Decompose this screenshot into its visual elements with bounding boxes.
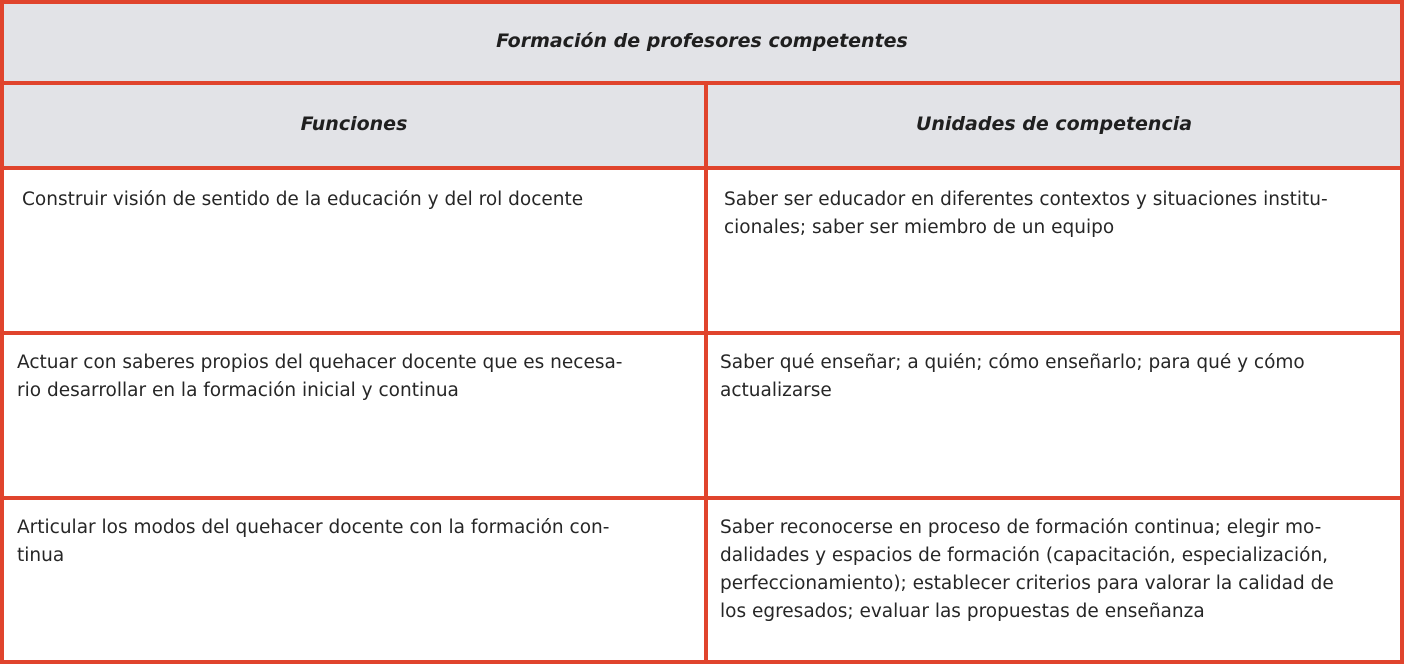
table-row [4, 335, 1400, 500]
function-cell [4, 170, 704, 331]
competency-text-line: perfeccionamiento); establecer criterios para valorar la calidad de [720, 573, 1334, 594]
competency-text-line: Saber qué enseñar; a quién; cómo enseñarlo; para qué y cómo [720, 352, 1305, 373]
table-row [4, 500, 1400, 664]
table-title: Formación de profesores competentes [496, 30, 908, 52]
function-cell [4, 335, 704, 496]
function-text-line: rio desarrollar en la formación inicial y continua [17, 380, 459, 401]
competency-cell [708, 500, 1400, 664]
function-text-line: Construir visión de sentido de la educación y del rol docente [22, 189, 584, 210]
header-competencies: Unidades de competencia [915, 112, 1193, 135]
column-divider [704, 85, 708, 660]
header-cell-functions [4, 85, 704, 166]
function-cell [4, 500, 704, 664]
table-header-row [4, 85, 1400, 170]
table-title-row [4, 4, 1400, 85]
competency-text-line: Saber reconocerse en proceso de formación continua; elegir mo- [720, 517, 1322, 538]
competency-text-line: actualizarse [720, 380, 832, 401]
header-cell-competencies [708, 85, 1400, 166]
competency-cell [708, 170, 1400, 331]
competency-text-line: los egresados; evaluar las propuestas de enseñanza [720, 601, 1205, 622]
competency-text-line: cionales; saber ser miembro de un equipo [724, 217, 1115, 238]
function-text-line: Actuar con saberes propios del quehacer docente que es necesa- [17, 352, 623, 373]
function-text-line: Articular los modos del quehacer docente con la formación con- [17, 517, 610, 538]
function-text-line: tinua [17, 545, 65, 566]
header-functions: Funciones [300, 112, 408, 135]
competency-text-line: Saber ser educador en diferentes contextos y situaciones institu- [724, 189, 1328, 210]
table-row [4, 170, 1400, 335]
competency-cell [708, 335, 1400, 496]
competency-text-line: dalidades y espacios de formación (capacitación, especialización, [720, 545, 1329, 566]
